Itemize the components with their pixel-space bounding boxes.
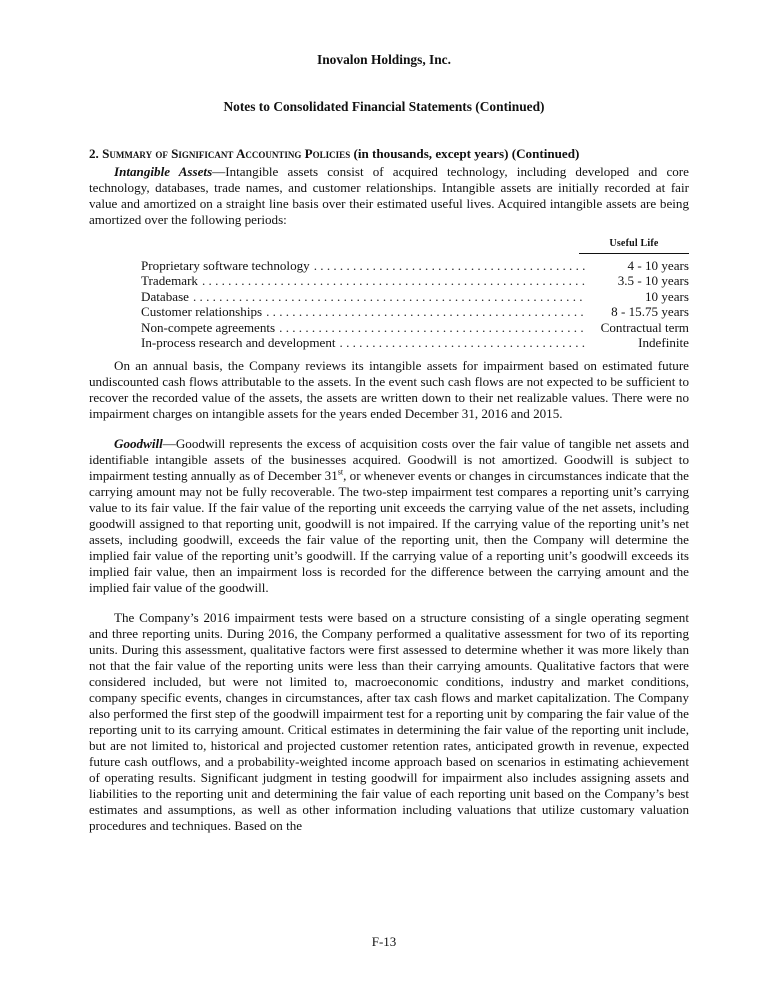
notes-title: Notes to Consolidated Financial Statements (Continued)	[223, 99, 545, 114]
row-label: Proprietary software technology	[141, 258, 310, 273]
page-content	[89, 146, 689, 834]
section-number: 2.	[89, 146, 99, 161]
intangible-assets-heading: Intangible Assets	[114, 164, 213, 179]
row-label: Database	[141, 288, 189, 304]
goodwill-paragraph	[89, 436, 689, 596]
goodwill-text-part2: , or whenever events or changes in circumstances indicate that the carrying amount may not be fully recoverable. The two-step impairment test compares a reporting unit’s carrying value to its fair value. If the fair value of the reporting unit exceeds the carrying value of the net assets, including goodwill assigned to that reporting unit, goodwill is not impaired. If the carrying value of the reporting unit’s net assets, including goodwill, exceeds the fair value of the reporting unit, then the Company will determine the implied fair value of the reporting unit’s goodwill. If the carrying value of a reporting unit’s goodwill exceeds its implied fair value, then an impairment loss is recorded for the difference between the carrying amount and the implied fair value of the goodwill.	[89, 468, 689, 596]
useful-life-table	[89, 236, 689, 350]
impairment-tests-paragraph: The Company’s 2016 impairment tests were based on a structure consisting of a single operating segment and three reporting units. During 2016, the Company performed a qualitative assessment for two of its reporting units. During this assessment, qualitative factors were first assessed to determine whether it was more likely than not that the fair value of the reporting units were less than their carrying amounts. Qualitative factors that were considered included, but were not limited to, macroeconomic conditions, industry and market conditions, company specific events, changes in circumstances, after tax cash flows and market capitalization. The Company also performed the first step of the goodwill impairment test for a reporting unit by comparing the fair value of the reporting unit to its carrying amount. Critical estimates in determining the fair value of the reporting unit include, but are not limited to, historical and projected customer retention rates, anticipated growth in revenue, expected future cash outflows, and a probability-weighted income approach based on scenarios in estimating achievement of operating results. Significant judgment in testing goodwill for impairment also includes assigning assets and liabilities to the reporting unit and determining the fair value of each reporting unit based on the Company’s best estimates and assumptions, as well as other information including valuations that utilize customary valuation procedures and techniques. Based on the	[89, 610, 689, 834]
dot-leader	[266, 304, 585, 320]
dot-leader	[202, 273, 585, 289]
section-heading	[89, 146, 689, 162]
useful-life-header	[89, 236, 689, 258]
ordinal-suffix: st	[337, 467, 344, 477]
section-title: Summary of Significant Accounting Policies	[102, 146, 351, 161]
goodwill-heading: Goodwill	[114, 436, 163, 452]
row-label: Non-compete agreements	[141, 319, 276, 335]
table-row	[89, 273, 689, 288]
dot-leader	[193, 289, 585, 305]
dot-leader	[340, 335, 585, 351]
page-number: F-13	[371, 934, 397, 949]
table-row	[89, 304, 689, 319]
row-label: Customer relationships	[141, 304, 263, 320]
table-row	[89, 320, 689, 335]
row-value: 3.5 - 10 years	[617, 273, 689, 289]
dot-leader	[314, 258, 585, 274]
row-value: 10 years	[645, 288, 689, 304]
useful-life-column-header: Useful Life	[579, 236, 689, 254]
section-suffix: (in thousands, except years) (Continued)	[353, 146, 580, 161]
row-value: 4 - 10 years	[627, 258, 689, 273]
table-row	[89, 289, 689, 304]
table-row	[89, 258, 689, 273]
intangible-impairment-paragraph: On an annual basis, the Company reviews its intangible assets for impairment based on estimated future undiscounted cash flows attributable to the assets. In the event such cash flows are not expected to be sufficient to recover the recorded value of the assets, the assets are written down to their net realizable values. There were no impairment charges on intangible assets for the years ended December 31, 2016 and 2015.	[89, 358, 689, 422]
row-value: Contractual term	[600, 319, 689, 335]
intangible-assets-paragraph	[89, 164, 689, 228]
goodwill-text-part1: —Goodwill represents the excess of acquisition costs over the fair value of tangible net assets and identifiable intangible assets of the businesses acquired. Goodwill is not amortized. Goodwill is subject to impairment testing annually as of December 31	[89, 436, 689, 484]
row-value: 8 - 15.75 years	[611, 304, 689, 320]
row-label: In-process research and development	[141, 334, 336, 350]
row-label: Trademark	[141, 273, 198, 289]
row-value: Indefinite	[638, 334, 689, 350]
company-name: Inovalon Holdings, Inc.	[317, 52, 451, 67]
dot-leader	[279, 320, 585, 336]
table-row	[89, 335, 689, 350]
intangible-assets-text: —Intangible assets consist of acquired technology, including developed and core technology, databases, trade names, and customer relationships. Intangible assets are initially recorded at fair value and amortized on a straight line basis over their estimated useful lives. Acquired intangible assets are being amortized over the following periods:	[89, 164, 689, 227]
